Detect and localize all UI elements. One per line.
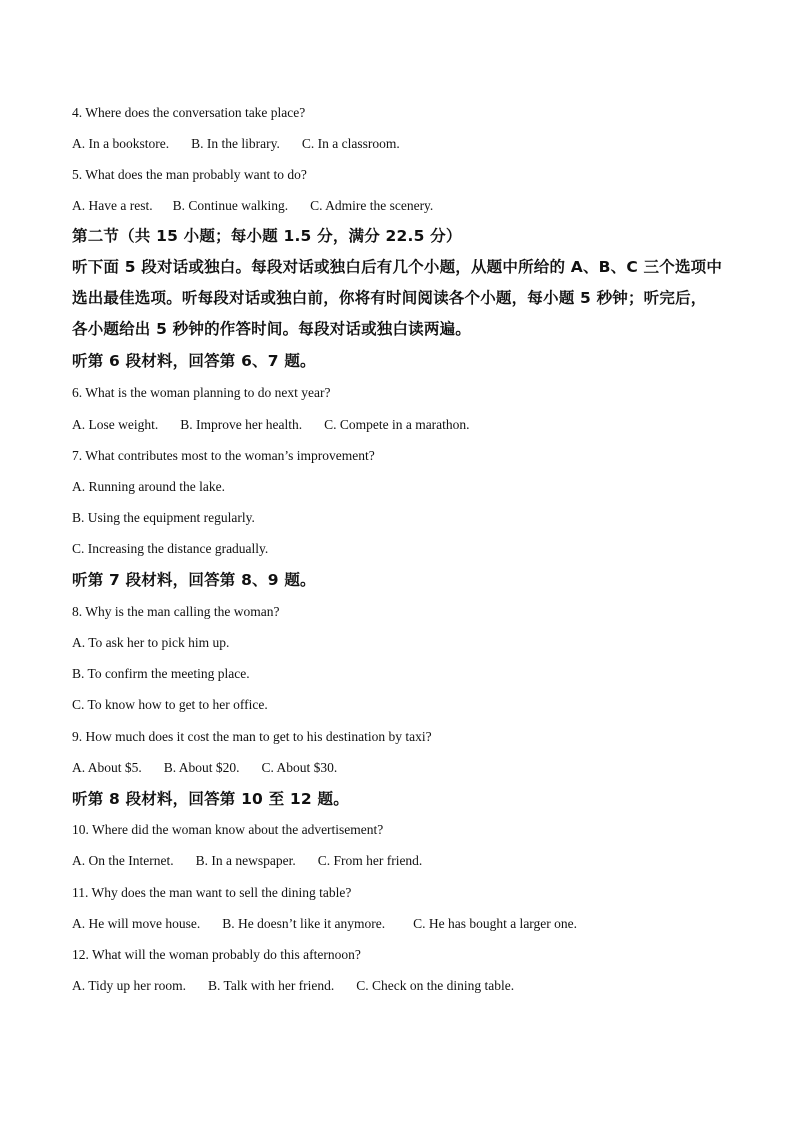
option-c: C. From her friend.: [317, 853, 423, 868]
section-instruction-line-1: 听下面 5 段对话或独白。每段对话或独白后有几个小题，从题中所给的 A、B、C 三个选项中: [72, 258, 723, 276]
material-7-heading: 听第 7 段材料，回答第 8、9 题。: [72, 571, 316, 589]
option-b: B. Continue walking.: [172, 198, 289, 213]
material-6-heading: 听第 6 段材料，回答第 6、7 题。: [72, 352, 316, 370]
question-9-options: [72, 761, 337, 775]
section-title: 第二节（共 15 小题；每小题 1.5 分，满分 22.5 分）: [72, 227, 462, 245]
question-11-options: [72, 917, 577, 931]
option-c: C. Compete in a marathon.: [324, 417, 470, 432]
option-a: A. On the Internet.: [72, 853, 174, 868]
question-9-stem: 9. How much does it cost the man to get to his destination by taxi?: [72, 729, 432, 744]
question-4-options: [72, 137, 400, 151]
option-b: B. In the library.: [191, 136, 280, 151]
option-c: C. About $30.: [261, 760, 338, 775]
question-12-options: [72, 979, 514, 993]
option-c: C. Check on the dining table.: [356, 978, 515, 993]
question-4-stem: 4. Where does the conversation take place?: [72, 105, 306, 120]
question-5-stem: 5. What does the man probably want to do?: [72, 167, 307, 182]
question-7-option-c: C. Increasing the distance gradually.: [72, 541, 269, 556]
option-a: A. In a bookstore.: [72, 136, 170, 151]
section-instruction-line-3: 各小题给出 5 秒钟的作答时间。每段对话或独白读两遍。: [72, 320, 471, 338]
question-11-stem: 11. Why does the man want to sell the dining table?: [72, 885, 352, 900]
question-8-option-b: B. To confirm the meeting place.: [72, 666, 250, 681]
option-b: B. In a newspaper.: [195, 853, 296, 868]
question-7-option-b: B. Using the equipment regularly.: [72, 510, 255, 525]
option-a: A. Tidy up her room.: [72, 978, 187, 993]
option-a: A. He will move house.: [72, 916, 201, 931]
question-8-stem: 8. Why is the man calling the woman?: [72, 604, 280, 619]
option-a: A. Lose weight.: [72, 417, 159, 432]
option-b: B. Talk with her friend.: [208, 978, 335, 993]
question-7-option-a: A. Running around the lake.: [72, 479, 225, 494]
material-8-heading: 听第 8 段材料，回答第 10 至 12 题。: [72, 790, 349, 808]
question-6-stem: 6. What is the woman planning to do next year?: [72, 385, 331, 400]
question-8-option-a: A. To ask her to pick him up.: [72, 635, 230, 650]
question-10-stem: 10. Where did the woman know about the advertisement?: [72, 822, 384, 837]
question-6-options: [72, 418, 470, 432]
option-a: A. Have a rest.: [72, 198, 153, 213]
question-8-option-c: C. To know how to get to her office.: [72, 697, 268, 712]
option-b: B. About $20.: [163, 760, 240, 775]
option-a: A. About $5.: [72, 760, 142, 775]
option-c: C. Admire the scenery.: [310, 198, 434, 213]
question-5-options: [72, 199, 433, 213]
question-7-stem: 7. What contributes most to the woman’s improvement?: [72, 448, 375, 463]
section-instruction-line-2: 选出最佳选项。听每段对话或独白前，你将有时间阅读各个小题，每小题 5 秒钟；听完后，: [72, 289, 707, 307]
option-c: C. In a classroom.: [301, 136, 400, 151]
question-12-stem: 12. What will the woman probably do this afternoon?: [72, 947, 361, 962]
option-b: B. He doesn’t like it anymore.: [222, 916, 386, 931]
option-b: B. Improve her health.: [180, 417, 303, 432]
option-c: C. He has bought a larger one.: [413, 916, 578, 931]
question-10-options: [72, 854, 422, 868]
